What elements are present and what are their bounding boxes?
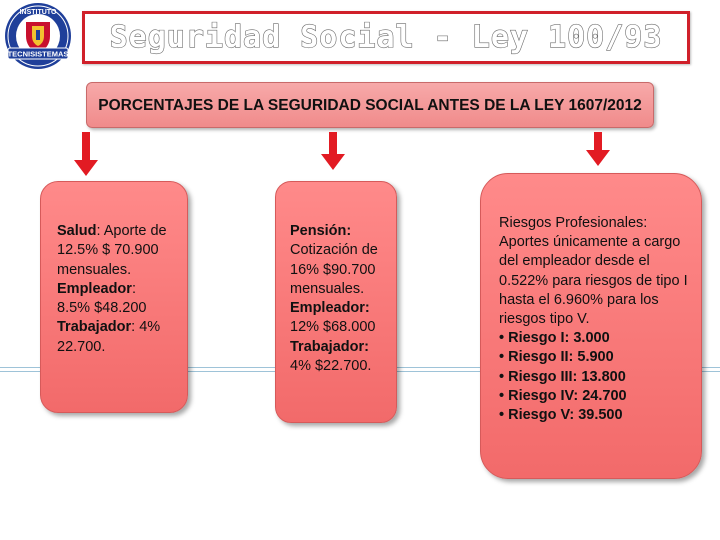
list-item: • Riesgo IV: 24.700	[499, 387, 627, 404]
down-arrow-icon	[586, 132, 610, 168]
pension-trabajador-label: Trabajador:	[290, 338, 369, 355]
pension-text: Cotización de 16% $90.700 mensuales.	[290, 242, 378, 297]
riesgos-card	[480, 173, 702, 479]
riesgos-list	[499, 329, 691, 425]
list-item: • Riesgo III: 13.800	[499, 368, 626, 385]
list-item: • Riesgo I: 3.000	[499, 330, 610, 347]
logo-top-text: INSTITUTO	[19, 9, 57, 16]
page-title: Seguridad Social - Ley 100/93	[109, 20, 663, 55]
pension-card	[275, 181, 397, 423]
salud-empleador-text: : 8.5% $48.200	[57, 280, 147, 317]
salud-label: Salud	[57, 223, 97, 239]
salud-card	[40, 181, 188, 413]
pension-empleador-text: 12% $68.000	[290, 319, 376, 336]
salud-empleador-label: Empleador	[57, 280, 132, 297]
riesgos-text: Aportes únicamente a cargo del empleador desde el 0.522% para riesgos de tipo I hasta el 6.960% para los riesgos tipo V.	[499, 234, 688, 328]
down-arrow-icon	[74, 132, 98, 176]
logo-banner-text: TECNISISTEMAS	[7, 49, 69, 59]
header-box	[86, 82, 654, 128]
down-arrow-icon	[321, 132, 345, 174]
pension-empleador-label: Empleador:	[290, 300, 370, 317]
header-title: PORCENTAJES DE LA SEGURIDAD SOCIAL ANTES DE LA LEY 1607/2012	[98, 96, 642, 114]
salud-text: : Aporte de 12.5% $ 70.900 mensuales.	[57, 223, 167, 278]
list-item: • Riesgo V: 39.500	[499, 407, 623, 424]
pension-label: Pensión:	[290, 223, 352, 239]
institute-logo	[2, 2, 74, 74]
riesgos-label: Riesgos Profesionales:	[499, 215, 648, 231]
pension-trabajador-text: 4% $22.700.	[290, 358, 372, 375]
list-item: • Riesgo II: 5.900	[499, 349, 614, 366]
title-box	[82, 11, 690, 64]
salud-trabajador-text: : 4% 22.700.	[57, 319, 161, 355]
salud-trabajador-label: Trabajador	[57, 319, 132, 336]
